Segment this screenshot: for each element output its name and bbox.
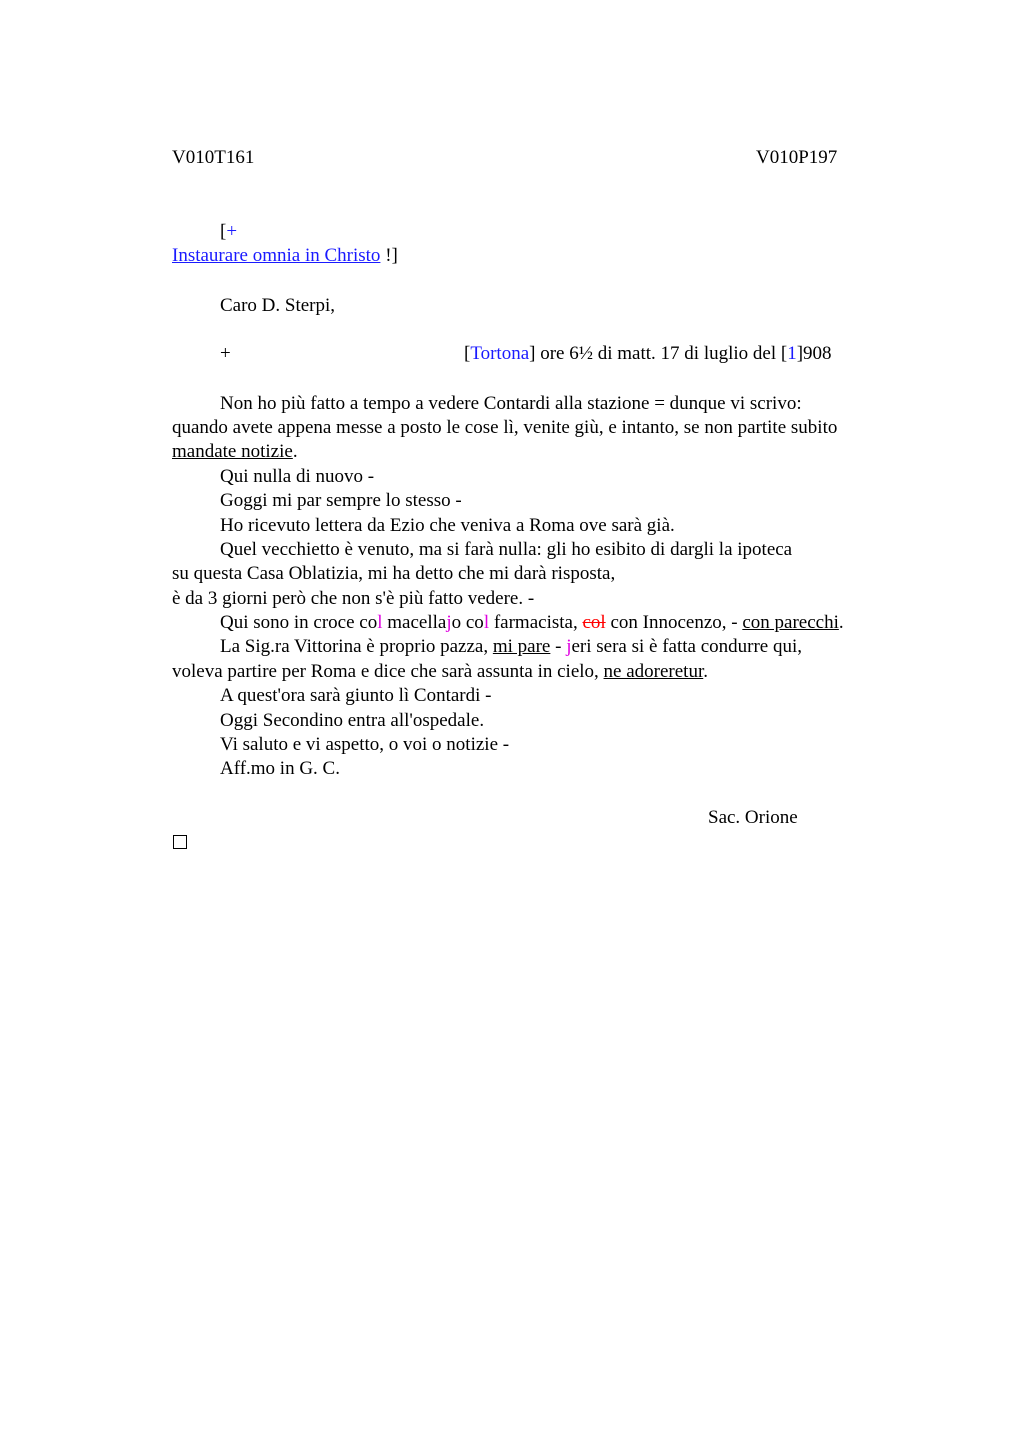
dateline-year-rest: ]908 — [796, 343, 832, 364]
text-line — [220, 635, 802, 659]
underlined-text: mi pare — [492, 636, 551, 657]
motto-bracket: [ — [220, 221, 227, 242]
text-line: Quel vecchietto è venuto, ma si farà nulla: gli ho esibito di dargli la ipoteca — [220, 539, 793, 560]
underlined-text: mandate notizie — [172, 441, 293, 462]
dateline-cross: + — [220, 343, 231, 364]
motto-line — [172, 244, 398, 268]
text-line: su questa Casa Oblatizia, mi ha detto che mi darà risposta, — [172, 563, 616, 584]
text-span: - — [550, 636, 567, 657]
correction-mark: l — [377, 612, 383, 633]
document-code-left: V010T161 — [172, 147, 255, 168]
text-line: Goggi mi par sempre lo stesso - — [220, 490, 462, 511]
text-span: farmacista, — [489, 612, 583, 633]
punctuation: . — [292, 441, 298, 462]
dateline-year-digit: 1 — [787, 343, 797, 364]
dateline-time: ] ore 6½ di matt. 17 di luglio del [ — [529, 343, 788, 364]
text-span: voleva partire per Roma e dice che sarà assunta in cielo, — [172, 661, 604, 682]
end-marker-box-icon — [173, 835, 187, 849]
correction-mark: l — [483, 612, 490, 633]
text-line: Aff.mo in G. C. — [220, 758, 340, 779]
salutation: Caro D. Sterpi, — [220, 295, 336, 316]
text-line: Oggi Secondino entra all'ospedale. — [220, 710, 485, 731]
document-code-right: V010P197 — [756, 147, 838, 168]
dateline-place: Tortona — [470, 343, 530, 364]
dateline-bracket: [ — [464, 343, 471, 364]
text-line — [172, 660, 708, 684]
correction-mark: j — [566, 636, 572, 657]
text-line: Ho ricevuto lettera da Ezio che veniva a Roma ove sarà già. — [220, 515, 675, 536]
punctuation: . — [703, 661, 708, 682]
text-line — [172, 440, 298, 464]
text-line: Non ho più fatto a tempo a vedere Contardi alla stazione = dunque vi scrivo: — [220, 393, 802, 414]
text-line: Vi saluto e vi aspetto, o voi o notizie - — [220, 734, 510, 755]
text-line — [220, 611, 844, 635]
text-span: macella — [382, 612, 447, 633]
text-span: con Innocenzo, - — [605, 612, 743, 633]
motto-link[interactable]: Instaurare omnia in Christo — [172, 245, 381, 266]
underlined-text: con parecchi — [742, 612, 839, 633]
motto-plus: + — [226, 221, 238, 242]
struck-text: col — [582, 612, 606, 633]
motto-open-line — [220, 220, 237, 244]
text-span: eri sera si è fatta condurre qui, — [571, 636, 803, 657]
text-line: quando avete appena messe a posto le cose lì, venite giù, e intanto, se non partite subito — [172, 417, 838, 438]
text-line: Qui nulla di nuovo - — [220, 466, 375, 487]
motto-close: !] — [380, 245, 398, 266]
signature: Sac. Orione — [708, 807, 798, 828]
correction-mark: j — [446, 612, 452, 633]
punctuation: . — [838, 612, 844, 633]
text-span: o co — [451, 612, 484, 633]
dateline — [464, 342, 832, 366]
text-line: A quest'ora sarà giunto lì Contardi - — [220, 685, 492, 706]
underlined-text: ne adoreretur — [603, 661, 704, 682]
text-span: La Sig.ra Vittorina è proprio pazza, — [220, 636, 493, 657]
text-span: Qui sono in croce co — [220, 612, 378, 633]
text-line: è da 3 giorni però che non s'è più fatto vedere. - — [172, 588, 535, 609]
